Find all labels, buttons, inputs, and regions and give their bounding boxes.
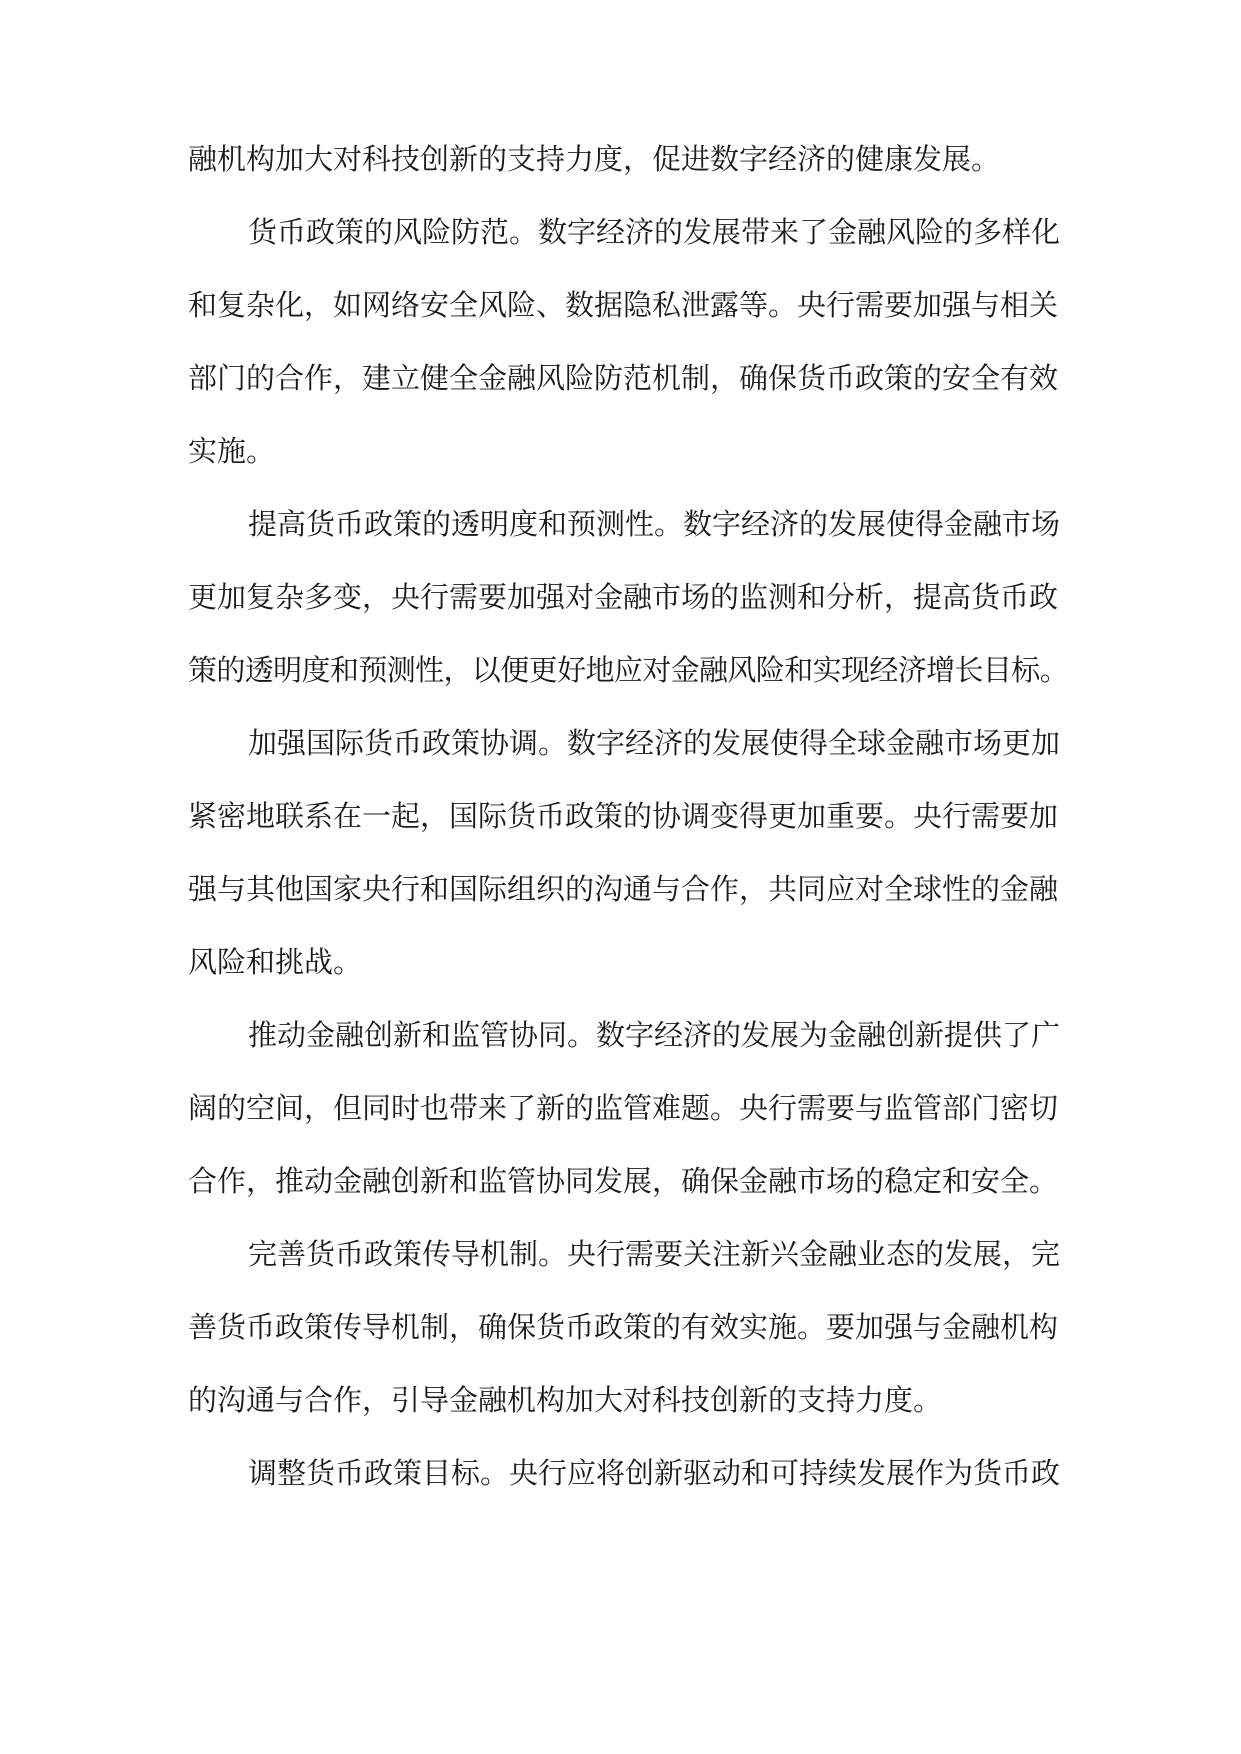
text-line: 的沟通与合作，引导金融机构加大对科技创新的支持力度。	[188, 1383, 943, 1417]
text-line: 合作，推动金融创新和监管协同发展，确保金融市场的稳定和安全。	[188, 1164, 1059, 1198]
text-line: 和复杂化，如网络安全风险、数据隐私泄露等。央行需要加强与相关	[188, 288, 1059, 322]
text-line: 策的透明度和预测性，以便更好地应对金融风险和实现经济增长目标。	[188, 653, 1069, 687]
text-line: 风险和挑战。	[188, 945, 363, 979]
paragraph-first-line: 调整货币政策目标。央行应将创新驱动和可持续发展作为货币政	[248, 1456, 1061, 1490]
text-line: 更加复杂多变，央行需要加强对金融市场的监测和分析，提高货币政	[188, 580, 1059, 614]
paragraph-first-line: 提高货币政策的透明度和预测性。数字经济的发展使得金融市场	[248, 507, 1061, 541]
text-line: 融机构加大对科技创新的支持力度，促进数字经济的健康发展。	[188, 142, 1001, 176]
text-line: 紧密地联系在一起，国际货币政策的协调变得更加重要。央行需要加	[188, 799, 1059, 833]
paragraph-first-line: 加强国际货币政策协调。数字经济的发展使得全球金融市场更加	[248, 726, 1061, 760]
paragraph-first-line: 推动金融创新和监管协同。数字经济的发展为金融创新提供了广	[248, 1018, 1061, 1052]
text-line: 善货币政策传导机制，确保货币政策的有效实施。要加强与金融机构	[188, 1310, 1059, 1344]
text-line: 实施。	[188, 434, 276, 468]
paragraph-first-line: 完善货币政策传导机制。央行需要关注新兴金融业态的发展，完	[248, 1237, 1061, 1271]
text-line: 阔的空间，但同时也带来了新的监管难题。央行需要与监管部门密切	[188, 1091, 1059, 1125]
text-line: 强与其他国家央行和国际组织的沟通与合作，共同应对全球性的金融	[188, 872, 1059, 906]
text-line: 部门的合作，建立健全金融风险防范机制，确保货币政策的安全有效	[188, 361, 1059, 395]
paragraph-first-line: 货币政策的风险防范。数字经济的发展带来了金融风险的多样化	[248, 215, 1061, 249]
